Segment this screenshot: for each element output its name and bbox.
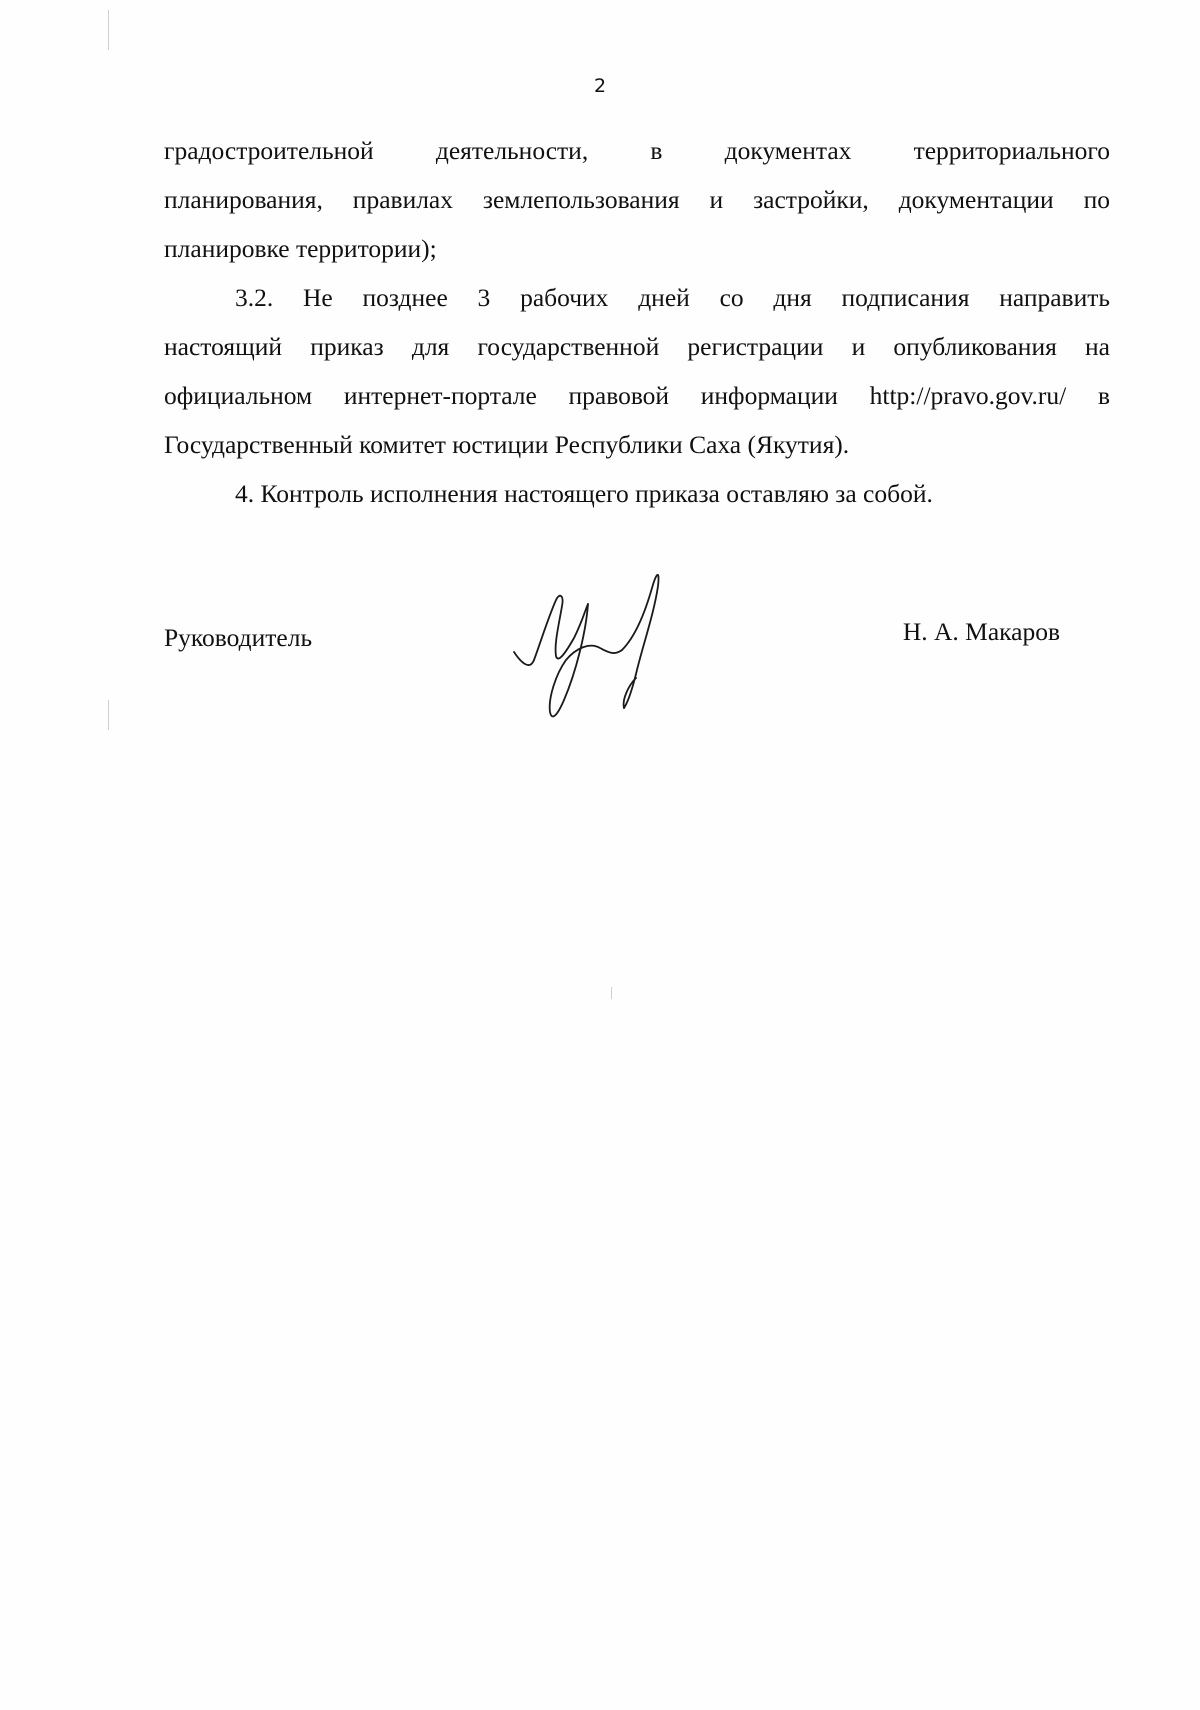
text-line: настоящий приказ для государственной регистрации и опубликования на: [164, 332, 1110, 361]
signature-block: [164, 612, 1110, 742]
text-line: Государственный комитет юстиции Республики Саха (Якутия).: [164, 430, 850, 459]
scan-artifact: [108, 10, 109, 50]
signatory-role: Руководитель: [164, 623, 313, 652]
text-line: планирования, правилах землепользования и застройки, документации по: [164, 185, 1110, 214]
page-number: 2: [593, 75, 607, 97]
text-line: 4. Контроль исполнения настоящего приказа оставляю за собой.: [235, 479, 933, 508]
paragraph-continuation: [164, 126, 1110, 273]
text-line: планировке территории);: [164, 234, 437, 263]
text-line: официальном интернет-портале правовой информации http://pravo.gov.ru/ в: [164, 381, 1110, 410]
scan-artifact: [108, 700, 109, 730]
scan-artifact: [611, 987, 612, 999]
paragraph-3-2: [164, 273, 1110, 469]
document-body: [164, 126, 1110, 518]
text-line: градостроительной деятельности, в документах территориального: [164, 136, 1110, 165]
paragraph-4: [164, 469, 1110, 518]
text-line: 3.2. Не позднее 3 рабочих дней со дня подписания направить: [235, 283, 1110, 312]
signatory-name: Н. А. Макаров: [902, 617, 1060, 646]
handwritten-signature: [504, 552, 694, 742]
